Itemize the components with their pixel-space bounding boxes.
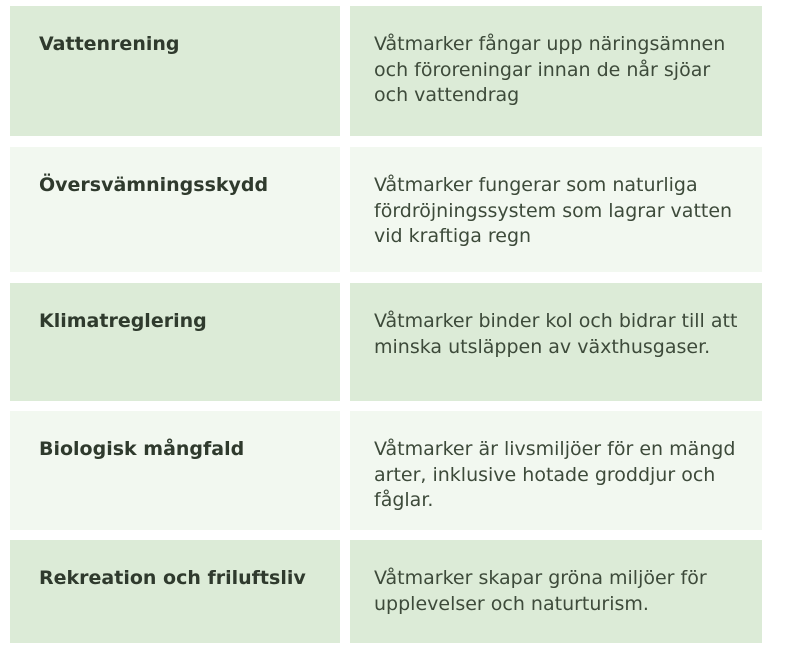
table-row xyxy=(0,147,785,272)
term-cell xyxy=(10,411,340,530)
description-cell: Våtmarker skapar gröna miljöer för upplevelser och naturturism. xyxy=(350,540,762,643)
table-row xyxy=(0,283,785,401)
term-cell xyxy=(10,540,340,643)
table-row xyxy=(0,6,785,136)
term-cell xyxy=(10,6,340,136)
description-cell: Våtmarker fångar upp näringsämnen och föroreningar innan de når sjöar och vattendrag xyxy=(350,6,762,136)
term-label: Vattenrening xyxy=(39,33,180,55)
term-label: Biologisk mångfald xyxy=(39,438,245,460)
description-cell: Våtmarker fungerar som naturliga fördröjningssystem som lagrar vatten vid kraftiga regn xyxy=(350,147,762,272)
term-label: Översvämningsskydd xyxy=(39,174,269,196)
term-label: Klimatreglering xyxy=(39,310,207,332)
table-row xyxy=(0,411,785,530)
term-cell xyxy=(10,147,340,272)
description-cell: Våtmarker binder kol och bidrar till att minska utsläppen av växthusgaser. xyxy=(350,283,762,401)
description-cell: Våtmarker är livsmiljöer för en mängd arter, inklusive hotade groddjur och fåglar. xyxy=(350,411,762,530)
term-cell xyxy=(10,283,340,401)
table-row xyxy=(0,540,785,643)
term-label: Rekreation och friluftsliv xyxy=(39,567,306,589)
